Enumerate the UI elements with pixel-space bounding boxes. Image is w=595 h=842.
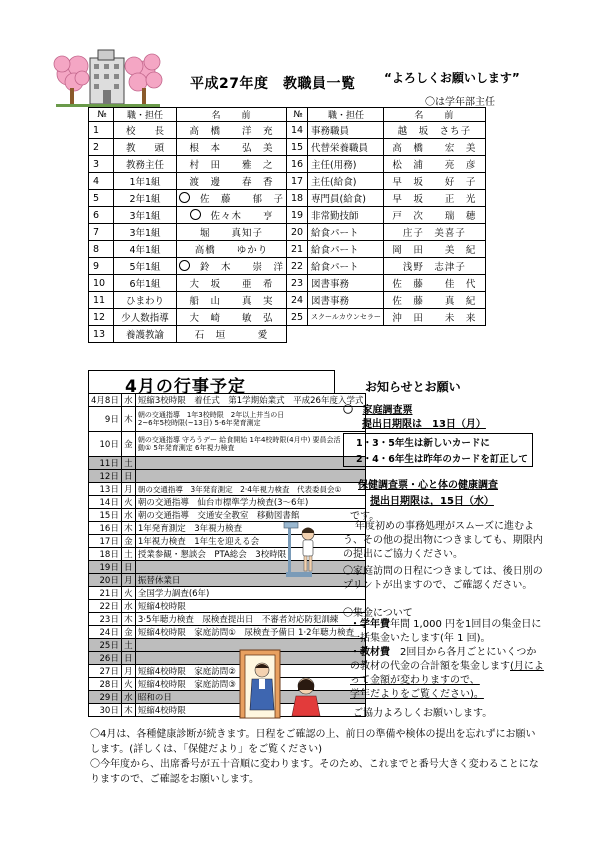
staff-name-cell: [177, 122, 287, 139]
staff-no: 22: [287, 258, 308, 275]
schedule-event: 1年視力検査 1年生を迎える会: [135, 535, 366, 548]
schedule-weekday: 火: [121, 587, 135, 600]
staff-row: [89, 241, 486, 258]
staff-table: [88, 107, 486, 343]
staff-no: 19: [287, 207, 308, 224]
schedule-date: 26日: [89, 652, 122, 665]
bottom-note-health: 〇4月は、各種健康診断が続きます。日程をご確認の上、前日の準備や検体の提出を忘れずにお願いします。(詳しくは、「保健だより」をご覧ください): [90, 729, 536, 755]
schedule-date: 12日: [89, 470, 122, 483]
schedule-event: 昭和の日: [135, 691, 366, 704]
schedule-weekday: 月: [121, 574, 135, 587]
staff-no: 23: [287, 275, 308, 292]
staff-name: 大 坂 亜 希: [189, 279, 274, 290]
staff-role: スクールカウンセラー: [308, 309, 384, 326]
staff-role: 教 頭: [114, 139, 177, 156]
staff-no: 11: [89, 292, 114, 309]
staff-no: 4: [89, 173, 114, 190]
schedule-weekday: 土: [121, 639, 135, 652]
schedule-date: 17日: [89, 535, 122, 548]
collection-heading: 〇集金について: [343, 608, 413, 619]
schedule-weekday: 金: [121, 535, 135, 548]
staff-role: 図書事務: [308, 292, 384, 309]
staff-name-cell: [177, 207, 287, 224]
home-visit-illustration: [238, 646, 330, 720]
staff-row: [89, 224, 486, 241]
staff-role: 5年1組: [114, 258, 177, 275]
schedule-event: 朝の交通指導 交通安全教室 移動図書館: [135, 509, 366, 522]
staff-name: 高 橋 宏 美: [383, 139, 485, 156]
staff-name: 庄子 美喜子: [383, 224, 485, 241]
col-no: №: [287, 108, 308, 122]
schedule-date: 18日: [89, 548, 122, 561]
schedule-date: 9日: [89, 407, 122, 432]
staff-row: [89, 309, 486, 326]
schedule-event: 短縮4校時限: [135, 704, 366, 717]
staff-name: 松 浦 亮 彦: [383, 156, 485, 173]
schedule-weekday: 月: [121, 483, 135, 496]
fee-note: [350, 618, 545, 646]
schedule-event: [135, 470, 366, 483]
schedule-weekday: 火: [121, 678, 135, 691]
schedule-event: 授業参観・懇談会 PTA総会 3校時限: [135, 548, 366, 561]
schedule-event: 朝の交通指導 3年発育測定 2·4年視力検査 代表委員会①: [135, 483, 366, 496]
staff-name-cell: [177, 190, 287, 207]
staff-no: 24: [287, 292, 308, 309]
staff-no: 15: [287, 139, 308, 156]
staff-no: 3: [89, 156, 114, 173]
schedule-date: 21日: [89, 587, 122, 600]
grade-leader-mark-icon: [190, 209, 201, 220]
staff-name: 船 山 真 実: [189, 296, 274, 307]
schedule-weekday: 木: [121, 522, 135, 535]
material-body-3: 学年だよりをご覧ください)。: [350, 689, 484, 700]
staff-name-cell: [177, 309, 287, 326]
staff-role: 4年1組: [114, 241, 177, 258]
staff-no: 2: [89, 139, 114, 156]
staff-row: [89, 173, 486, 190]
survey-heading: 家庭調査票: [362, 405, 413, 416]
schedule-date: 14日: [89, 496, 122, 509]
staff-row: [89, 190, 486, 207]
schedule-date: 27日: [89, 665, 122, 678]
schedule-date: 28日: [89, 678, 122, 691]
staff-row: [89, 122, 486, 139]
staff-no: 18: [287, 190, 308, 207]
staff-no: 5: [89, 190, 114, 207]
staff-role: 養護教諭: [114, 326, 177, 343]
schedule-date: 10日: [89, 432, 122, 457]
schedule-row: [89, 394, 366, 407]
staff-name: 早 坂 正 光: [383, 190, 485, 207]
staff-role: ひまわり: [114, 292, 177, 309]
schedule-row: [89, 496, 366, 509]
staff-name: 渡 邊 春 香: [189, 177, 274, 188]
health-desu: です。: [350, 511, 380, 522]
health-deadline: 提出日期限は，15日（水）: [370, 496, 494, 507]
staff-name: 高 橋 洋 充: [189, 126, 274, 137]
staff-no: 25: [287, 309, 308, 326]
schedule-weekday: 日: [121, 561, 135, 574]
schedule-date: 16日: [89, 522, 122, 535]
schedule-date: 22日: [89, 600, 122, 613]
schedule-event: 短縮4校時限 家庭訪問③: [135, 678, 366, 691]
bottom-note-attendance: 〇今年度から、出席番号が五十音順に変わります。そのため、これまでと番号大きく変わることになりますので、ご確認をお願いします。: [90, 759, 539, 785]
col-name: 名 前: [383, 108, 485, 122]
schedule-weekday: 土: [121, 548, 135, 561]
staff-name-cell: [177, 258, 287, 275]
staff-name-cell: [177, 241, 287, 258]
staff-name-cell: [177, 292, 287, 309]
schedule-row: [89, 483, 366, 496]
schedule-weekday: 木: [121, 407, 135, 432]
staff-name: 堀 真知子: [200, 228, 264, 239]
bullet-circle-icon: 〇: [343, 405, 353, 416]
staff-name-cell: [177, 275, 287, 292]
staff-no: 21: [287, 241, 308, 258]
schedule-event: 短縮4校時限 家庭訪問②: [135, 665, 366, 678]
staff-role: 教務主任: [114, 156, 177, 173]
schedule-weekday: 水: [121, 600, 135, 613]
staff-row: [89, 207, 486, 224]
survey-deadline: 提出日期限は 13日（月）: [362, 419, 486, 430]
grade-leader-mark-icon: [179, 192, 190, 203]
staff-role: 6年1組: [114, 275, 177, 292]
staff-role: 代替栄養職員: [308, 139, 384, 156]
staff-name: 沖 田 未 来: [383, 309, 485, 326]
schedule-weekday: 日: [121, 652, 135, 665]
staff-role: 給食パート: [308, 241, 384, 258]
staff-name: 佐 藤 真 紀: [383, 292, 485, 309]
schedule-row: [89, 587, 366, 600]
schedule-event: 全国学力調査(6年): [135, 587, 366, 600]
staff-name: 村 田 雅 之: [189, 160, 274, 171]
schedule-date: 19日: [89, 561, 122, 574]
staff-no: 13: [89, 326, 114, 343]
schedule-event: 朝の交通指導 仙台市標準学力検査(3～6年): [135, 496, 366, 509]
health-heading: 保健調査票・心と体の健康調査: [358, 480, 498, 491]
staff-no: 14: [287, 122, 308, 139]
staff-role: 非常勤技師: [308, 207, 384, 224]
staff-name: 大 崎 敏 弘: [189, 313, 274, 324]
bottom-notes: [90, 727, 542, 787]
schedule-event: 短縮3校時限 着任式 第1学期始業式 平成26年度入学式: [135, 394, 366, 407]
health-body: 年度初めの事務処理がスムーズに進むよう、その他の提出物につきましても、期限内の提出にご協力ください。: [343, 521, 543, 560]
staff-no: 16: [287, 156, 308, 173]
home-visit-note: 〇家庭訪問の日程につきましては、後日別のプリントが出ますので、ご確認ください。: [343, 566, 543, 591]
schedule-title: 4月の行事予定: [125, 377, 246, 397]
staff-role: 1年1組: [114, 173, 177, 190]
staff-role: 給食パート: [308, 258, 384, 275]
staff-name: 佐 藤 佳 代: [383, 275, 485, 292]
schedule-date: 13日: [89, 483, 122, 496]
staff-name: 石 垣 愛: [194, 330, 269, 341]
schedule-row: [89, 432, 366, 457]
schedule-date: 30日: [89, 704, 122, 717]
schedule-date: 24日: [89, 626, 122, 639]
col-role: 職・担任: [114, 108, 177, 122]
schedule-date: 25日: [89, 639, 122, 652]
survey-heading-row: [343, 401, 412, 416]
staff-no: 20: [287, 224, 308, 241]
staff-role: 図書事務: [308, 275, 384, 292]
staff-name: 浅野 志津子: [383, 258, 485, 275]
staff-no: 12: [89, 309, 114, 326]
staff-row: [89, 292, 486, 309]
schedule-weekday: 水: [121, 691, 135, 704]
closing-text: ご協力よろしくお願いします。: [353, 708, 493, 719]
staff-name-cell: [177, 173, 287, 190]
staff-role: 事務職員: [308, 122, 384, 139]
material-label: ・教材費: [350, 647, 390, 658]
staff-no: 6: [89, 207, 114, 224]
staff-no: 9: [89, 258, 114, 275]
material-body-2: (月によって金額が変わりますので、: [350, 661, 544, 686]
greeting-text: “よろしくお願いします”: [384, 71, 520, 85]
staff-no: 7: [89, 224, 114, 241]
staff-no: 1: [89, 122, 114, 139]
staff-name: 岡 田 美 紀: [383, 241, 485, 258]
staff-role: 校 長: [114, 122, 177, 139]
health-check-illustration: [282, 520, 332, 580]
staff-row: [89, 139, 486, 156]
staff-role: 主任(給食): [308, 173, 384, 190]
staff-role: 主任(用務): [308, 156, 384, 173]
schedule-date: 23日: [89, 613, 122, 626]
page-title: 平成27年度 教職員一覧: [190, 76, 356, 92]
staff-row: [89, 258, 486, 275]
staff-role: 3年1組: [114, 224, 177, 241]
col-name: 名 前: [177, 108, 287, 122]
mark-legend: 〇は学年部主任: [425, 97, 495, 108]
schedule-row: [89, 613, 366, 626]
schedule-row: [89, 407, 366, 432]
schedule-weekday: 水: [121, 394, 135, 407]
staff-name: 越 坂 さち子: [383, 122, 485, 139]
col-no: №: [89, 108, 114, 122]
schedule-row: [89, 600, 366, 613]
staff-row: [89, 156, 486, 173]
notices-title: お知らせとお願い: [365, 380, 461, 394]
material-body-1: 2回目から各月ごとにいくつかの教材の代金の合計額を集金します: [350, 647, 537, 672]
card-note-box: [343, 433, 533, 467]
staff-table-header: [89, 108, 486, 122]
staff-row: [89, 275, 486, 292]
staff-name: 佐 藤 郁 子: [200, 194, 285, 205]
staff-name-cell: [177, 224, 287, 241]
staff-name: 鈴 木 崇 洋: [200, 262, 285, 273]
schedule-weekday: 土: [121, 457, 135, 470]
staff-name: 戸 次 瑞 穂: [383, 207, 485, 224]
schedule-weekday: 金: [121, 432, 135, 457]
schedule-event: 朝の交通指導 守ろうデー 給食開始 1年4校時限(4月中) 要員会活 動① 5年発育測定 6年視力検査: [135, 432, 366, 457]
schedule-weekday: 火: [121, 496, 135, 509]
schedule-event: 1年発育測定 3年視力検査: [135, 522, 366, 535]
schedule-weekday: 水: [121, 509, 135, 522]
staff-name-cell: [177, 326, 287, 343]
schedule-event: 短縮4校時限 家庭訪問① 尿検査予備日 1·2年聴力検査: [135, 626, 366, 639]
schedule-event: 朝の交通指導 1年3校時限 2年以上井当の日 2~6年5校時限(~13日) 5·6年発育測定: [135, 407, 366, 432]
card-note-line-1: 1・3・5年生は新しいカードに: [356, 438, 490, 449]
staff-no: 10: [89, 275, 114, 292]
grade-leader-mark-icon: [179, 260, 190, 271]
schedule-date: 4月8日: [89, 394, 122, 407]
schedule-event: 振替休業日: [135, 574, 366, 587]
fee-body: 年間 1,000 円を1回目の集金日に一括集金いたします(年 1 回)。: [350, 619, 542, 644]
staff-name: 早 坂 好 子: [383, 173, 485, 190]
schedule-event: [135, 457, 366, 470]
schedule-weekday: 日: [121, 470, 135, 483]
staff-name-cell: [177, 139, 287, 156]
staff-role: 少人数指導: [114, 309, 177, 326]
schedule-weekday: 木: [121, 704, 135, 717]
schedule-date: 20日: [89, 574, 122, 587]
material-note: [350, 646, 545, 702]
schedule-row: [89, 626, 366, 639]
schedule-row: [89, 470, 366, 483]
staff-name: 根 本 弘 美: [189, 143, 274, 154]
schedule-date: 15日: [89, 509, 122, 522]
schedule-date: 29日: [89, 691, 122, 704]
staff-row: [89, 326, 486, 343]
schedule-date: 11日: [89, 457, 122, 470]
empty-cell: [287, 326, 486, 343]
staff-role: 給食パート: [308, 224, 384, 241]
card-note-line-2: 2・4・6年生は昨年のカードを訂正して: [356, 454, 528, 465]
schedule-event: 短縮4校時限: [135, 600, 366, 613]
staff-name-cell: [177, 156, 287, 173]
schedule-weekday: 金: [121, 626, 135, 639]
staff-role: 3年1組: [114, 207, 177, 224]
schedule-event: 3·5年聴力検査 尿検査提出日 不審者対応防犯訓練: [135, 613, 366, 626]
staff-name: 佐々木 亨: [210, 211, 274, 222]
staff-role: 2年1組: [114, 190, 177, 207]
staff-no: 8: [89, 241, 114, 258]
staff-no: 17: [287, 173, 308, 190]
col-role: 職・担任: [308, 108, 384, 122]
staff-name: 高橋 ゆかり: [194, 245, 269, 256]
school-illustration: [52, 44, 164, 114]
schedule-weekday: 月: [121, 665, 135, 678]
schedule-row: [89, 457, 366, 470]
fee-label: ・学年費: [350, 619, 390, 630]
staff-role: 専門員(給食): [308, 190, 384, 207]
schedule-weekday: 木: [121, 613, 135, 626]
